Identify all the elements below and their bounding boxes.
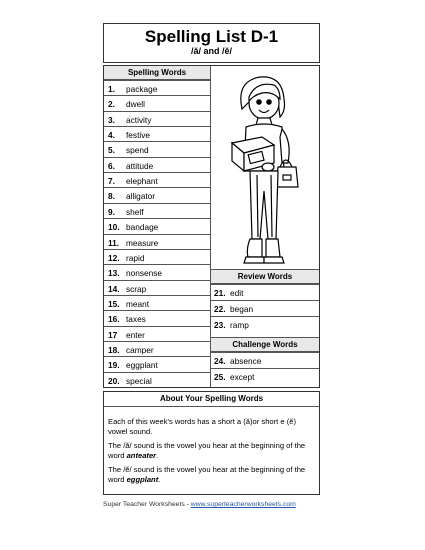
review-word-number: 22. — [214, 304, 226, 314]
spelling-word-row — [104, 203, 210, 218]
spelling-word-row — [104, 249, 210, 264]
review-words-header: Review Words — [211, 270, 319, 284]
footer-text: Super Teacher Worksheets - — [103, 501, 191, 508]
review-words-section — [211, 269, 319, 332]
challenge-word-word: absence — [230, 356, 262, 366]
spelling-word-row — [104, 80, 210, 95]
spelling-word-word: elephant — [126, 176, 158, 187]
spelling-word-word: dwell — [126, 99, 145, 110]
spelling-word-row — [104, 295, 210, 310]
challenge-word-row — [211, 368, 319, 384]
footer-link[interactable]: www.superteacherworksheets.com — [190, 501, 296, 508]
spelling-words-column — [104, 66, 211, 387]
spelling-word-number: 3. — [108, 114, 115, 125]
spelling-word-row — [104, 372, 210, 387]
spelling-word-number: 6. — [108, 160, 115, 171]
spelling-word-row — [104, 341, 210, 356]
challenge-words-section — [211, 337, 319, 384]
page-title: Spelling List D-1 — [144, 27, 279, 46]
review-word-row — [211, 284, 319, 300]
spelling-word-row — [104, 141, 210, 156]
page-subtitle: /ă/ and /ĕ/ — [190, 46, 232, 56]
spelling-word-word: rapid — [126, 252, 145, 263]
spelling-word-row — [104, 95, 210, 110]
spelling-word-number: 17 — [108, 329, 118, 340]
challenge-word-number: 24. — [214, 356, 226, 366]
spelling-word-row — [104, 172, 210, 187]
title-box — [103, 23, 320, 63]
about-box — [103, 391, 320, 495]
spelling-word-word: meant — [126, 298, 150, 309]
spelling-word-word: nonsense — [126, 268, 162, 279]
spelling-word-word: alligator — [126, 191, 156, 202]
about-paragraph-1: Each of this week's words has a short a (ă)or short e (ĕ) vowel sound. — [108, 417, 296, 436]
spelling-word-number: 19. — [108, 360, 120, 371]
spelling-word-number: 13. — [108, 268, 120, 279]
spelling-word-number: 7. — [108, 176, 115, 187]
spelling-word-number: 1. — [108, 84, 115, 94]
spelling-word-row — [104, 111, 210, 126]
review-word-number: 21. — [214, 288, 226, 298]
spelling-word-word: festive — [126, 130, 150, 141]
spelling-word-number: 4. — [108, 130, 115, 141]
review-word-word: edit — [230, 288, 244, 298]
example-word-eggplant: eggplant — [126, 475, 159, 484]
spelling-word-row — [104, 264, 210, 279]
spelling-word-word: bandage — [126, 222, 159, 233]
spelling-word-word: eggplant — [126, 360, 158, 371]
review-word-word: ramp — [230, 320, 249, 330]
spelling-word-word: taxes — [126, 314, 146, 325]
word-list-box — [103, 65, 320, 388]
spelling-word-number: 16. — [108, 314, 120, 325]
spelling-word-number: 18. — [108, 344, 120, 355]
spelling-word-word: special — [126, 375, 152, 386]
review-word-number: 23. — [214, 320, 226, 330]
spelling-word-row — [104, 234, 210, 249]
challenge-words-header: Challenge Words — [211, 338, 319, 352]
challenge-word-number: 25. — [214, 372, 226, 382]
girl-carrying-package-illustration — [222, 71, 302, 269]
spelling-word-number: 14. — [108, 283, 120, 294]
spelling-word-word: activity — [126, 114, 152, 125]
footer — [103, 501, 296, 508]
spelling-word-word: enter — [126, 329, 145, 340]
spelling-word-row — [104, 280, 210, 295]
spelling-word-number: 5. — [108, 145, 115, 156]
review-word-row — [211, 316, 319, 332]
spelling-word-number: 20. — [108, 375, 120, 386]
challenge-word-row — [211, 352, 319, 368]
about-paragraph-3: The /ĕ/ sound is the vowel you hear at the beginning of the word eggplant. — [108, 465, 306, 484]
about-header: About Your Spelling Words — [104, 392, 319, 407]
spelling-word-number: 12. — [108, 252, 120, 263]
spelling-word-row — [104, 326, 210, 341]
spelling-word-word: shelf — [126, 206, 144, 217]
about-paragraph-2: The /ă/ sound is the vowel you hear at the beginning of the word anteater. — [108, 441, 306, 460]
spelling-word-row — [104, 218, 210, 233]
spelling-word-word: package — [126, 84, 158, 94]
spelling-word-number: 11. — [108, 237, 120, 248]
spelling-word-row — [104, 356, 210, 371]
spelling-word-word: attitude — [126, 160, 154, 171]
spelling-words-header: Spelling Words — [104, 66, 210, 80]
spelling-word-number: 9. — [108, 206, 115, 217]
spelling-word-number: 8. — [108, 191, 115, 202]
spelling-word-row — [104, 187, 210, 202]
review-word-word: began — [230, 304, 254, 314]
spelling-word-word: camper — [126, 344, 154, 355]
spelling-word-row — [104, 310, 210, 325]
spelling-word-row — [104, 126, 210, 141]
spelling-word-row — [104, 157, 210, 172]
example-word-anteater: anteater — [126, 451, 157, 460]
spelling-word-word: measure — [126, 237, 159, 248]
challenge-word-word: except — [230, 372, 255, 382]
spelling-word-number: 15. — [108, 298, 120, 309]
spelling-word-number: 2. — [108, 99, 115, 110]
spelling-word-word: spend — [126, 145, 149, 156]
spelling-word-number: 10. — [108, 222, 120, 233]
review-word-row — [211, 300, 319, 316]
spelling-word-word: scrap — [126, 283, 147, 294]
